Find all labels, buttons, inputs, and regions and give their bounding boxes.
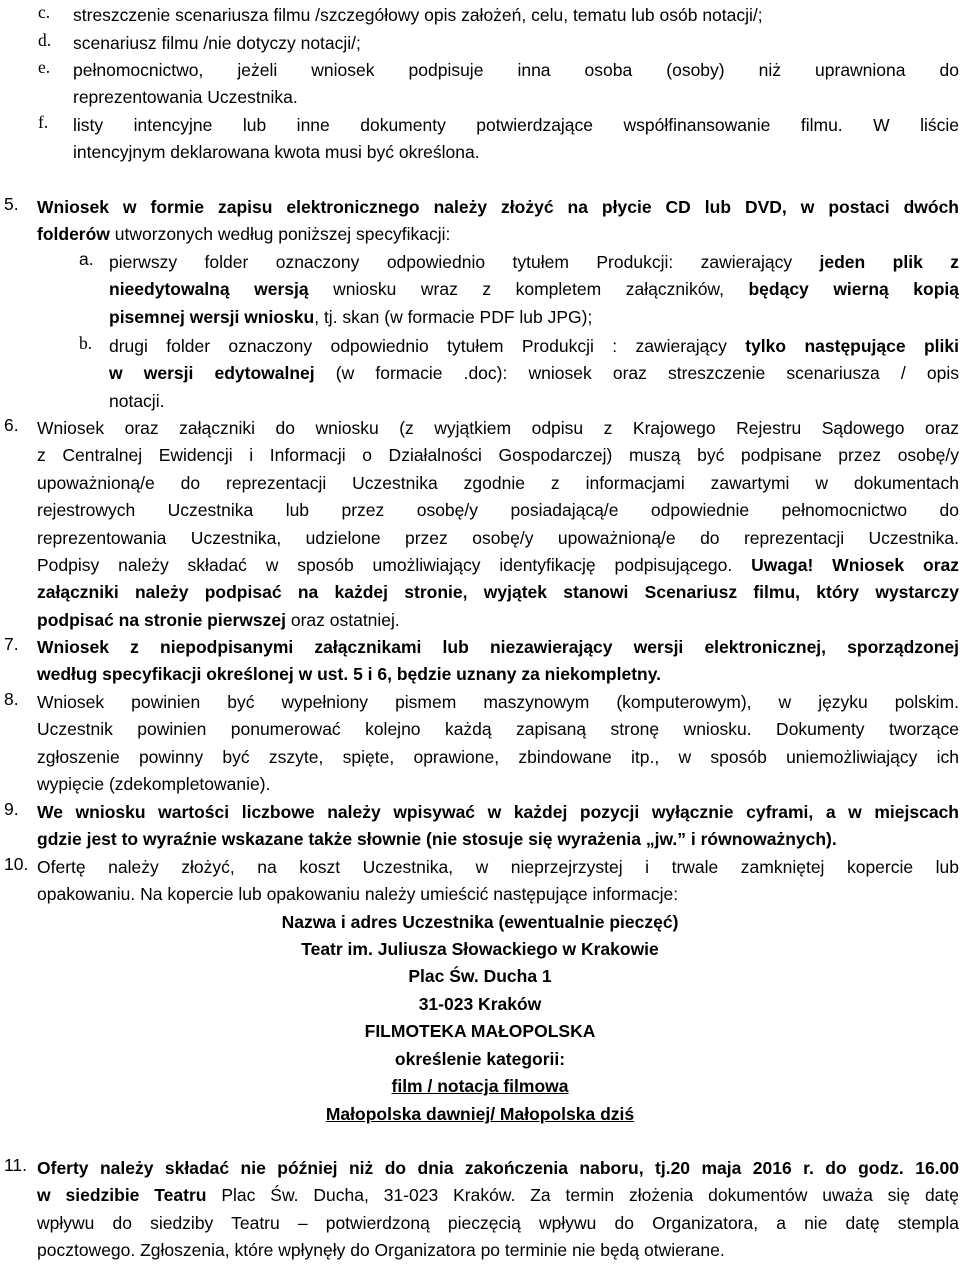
- paragraph-text: Uwaga! Wniosek oraz: [751, 555, 959, 576]
- paragraph-text: wpływu do siedziby Teatru – potwierdzoną pieczęcią wpływu do Organizatora, a nie datę stempla: [37, 1212, 959, 1233]
- sub-item-text: będący wierną kopią: [748, 279, 959, 300]
- address-line: 31-023 Kraków: [418, 994, 542, 1014]
- sub-item-text: , tj. skan (w formacie PDF lub JPG);: [314, 306, 593, 327]
- paragraph-number: 11.: [4, 1155, 28, 1175]
- list-text: scenariusz filmu /nie dotyczy notacji/;: [73, 33, 361, 53]
- list-letter: a.: [79, 249, 94, 269]
- paragraph-text: zgłoszenie powinny być zszyte, spięte, oprawione, zbindowane itp., w sposób uniemożliwiający ich: [37, 746, 959, 767]
- paragraph-number: 10.: [4, 854, 29, 874]
- paragraph-number: 8.: [4, 689, 19, 709]
- paragraph-text: Podpisy należy składać w sposób umożliwiający identyfikację podpisującego.: [37, 555, 752, 576]
- paragraph-text: opakowaniu. Na kopercie lub opakowaniu należy umieścić następujące informacje:: [37, 884, 679, 905]
- paragraph-number: 7.: [4, 634, 19, 654]
- paragraph-text: Uczestnik powinien ponumerować kolejno każdą zapisaną stronę wniosku. Dokumenty tworzące: [37, 719, 959, 740]
- sub-item-text: (w formacie .doc): wniosek oraz streszczenie scenariusza / opis: [314, 363, 959, 384]
- list-letter: d.: [38, 30, 52, 50]
- category-line: film / notacja filmowa: [391, 1076, 569, 1096]
- paragraph-text: utworzonych według poniższej specyfikacji:: [109, 224, 451, 245]
- sub-item-text: wniosku wraz z kompletem załączników,: [308, 279, 749, 300]
- paragraph-text: w siedzibie Teatru: [37, 1185, 207, 1206]
- address-line: określenie kategorii:: [394, 1049, 566, 1069]
- paragraph-text: Wniosek powinien być wypełniony pismem maszynowym (komputerowym), w języku polskim.: [37, 692, 959, 712]
- paragraph-text: We wniosku wartości liczbowe należy wpisywać w każdej pozycji wyłącznie cyframi, a w miejscach: [37, 802, 959, 822]
- address-line: Plac Św. Ducha 1: [408, 966, 552, 986]
- paragraph-text: z Centralnej Ewidencji i Informacji o Działalności Gospodarczej) muszą być podpisane przez osobę/y: [37, 445, 959, 466]
- paragraph-text: reprezentowania Uczestnika, udzielone przez osobę/y upoważnioną/e do reprezentacji Uczestnika.: [37, 527, 959, 548]
- paragraph-text: pocztowego. Zgłoszenia, które wpłynęły do Organizatora po terminie nie będą otwierane.: [37, 1240, 725, 1261]
- category-line: Małopolska dawniej/ Małopolska dziś: [325, 1104, 635, 1124]
- paragraph-text: rejestrowych Uczestnika lub przez osobę/y posiadającą/e odpowiednie pełnomocnictwo do: [37, 500, 959, 521]
- list-text: listy intencyjne lub inne dokumenty potwierdzające współfinansowanie filmu. W liście: [73, 115, 959, 135]
- list-letter: f.: [38, 112, 49, 132]
- paragraph-text: według specyfikacji określonej w ust. 5 i 6, będzie uznany za niekompletny.: [37, 664, 662, 685]
- paragraph-text: folderów: [37, 224, 110, 245]
- paragraph-number: 5.: [4, 194, 19, 214]
- paragraph-text: załączniki należy podpisać na każdej stronie, wyjątek stanowi Scenariusz filmu, który wystarczy: [37, 582, 959, 603]
- list-letter: e.: [38, 57, 51, 77]
- paragraph-number: 9.: [4, 799, 19, 819]
- sub-item-text: pisemnej wersji wniosku: [109, 306, 315, 327]
- paragraph-text: Wniosek w formie zapisu elektronicznego należy złożyć na płycie CD lub DVD, w postaci dwóch: [37, 197, 959, 217]
- address-line: Nazwa i adres Uczestnika (ewentualnie pieczęć): [281, 912, 679, 932]
- paragraph-text: Wniosek z niepodpisanymi załącznikami lub niezawierający wersji elektronicznej, sporządzonej: [37, 637, 959, 657]
- list-text: intencyjnym deklarowana kwota musi być określona.: [73, 142, 480, 163]
- paragraph-text: Plac Św. Ducha, 31-023 Kraków. Za termin złożenia dokumentów uważa się datę: [206, 1185, 959, 1206]
- sub-item-text: nieedytowalną wersją: [109, 279, 309, 300]
- list-letter: b.: [79, 333, 93, 353]
- paragraph-number: 6.: [4, 415, 19, 435]
- paragraph-text: wypięcie (zdekompletowanie).: [37, 774, 271, 795]
- sub-item-text: drugi folder oznaczony odpowiednio tytułem Produkcji : zawierający: [109, 336, 746, 356]
- list-letter: c.: [38, 2, 51, 22]
- list-text: pełnomocnictwo, jeżeli wniosek podpisuje inna osoba (osoby) niż uprawniona do: [73, 60, 959, 80]
- paragraph-text: gdzie jest to wyraźnie wskazane także słownie (nie stosuje się wyrażenia „jw.” i równoważnych).: [37, 829, 837, 850]
- list-text: reprezentowania Uczestnika.: [73, 87, 298, 108]
- paragraph-text: Oferty należy składać nie później niż do dnia zakończenia naboru, tj.20 maja 2016 r. do godz. 16.00: [37, 1158, 959, 1178]
- sub-item-text: jeden plik z: [819, 252, 959, 272]
- paragraph-text: oraz ostatniej.: [285, 609, 400, 630]
- address-line: Teatr im. Juliusza Słowackiego w Krakowie: [301, 939, 659, 959]
- list-text: streszczenie scenariusza filmu /szczegółowy opis założeń, celu, tematu lub osób notacji/;: [73, 5, 763, 25]
- paragraph-text: upoważnioną/e do reprezentacji Uczestnika zgodnie z informacjami zawartymi w dokumentach: [37, 472, 959, 493]
- sub-item-text: pierwszy folder oznaczony odpowiednio tytułem Produkcji: zawierający: [109, 252, 820, 272]
- address-line: FILMOTEKA MAŁOPOLSKA: [364, 1021, 596, 1041]
- paragraph-text: Ofertę należy złożyć, na koszt Uczestnika, w nieprzejrzystej i trwale zamkniętej kopercie lub: [37, 857, 959, 877]
- sub-item-text: tylko następujące pliki: [745, 336, 959, 356]
- paragraph-text: podpisać na stronie pierwszej: [37, 609, 286, 630]
- sub-item-text: w wersji edytowalnej: [109, 363, 315, 384]
- sub-item-text: notacji.: [109, 390, 165, 411]
- paragraph-text: Wniosek oraz załączniki do wniosku (z wyjątkiem odpisu z Krajowego Rejestru Sądowego oraz: [37, 418, 959, 438]
